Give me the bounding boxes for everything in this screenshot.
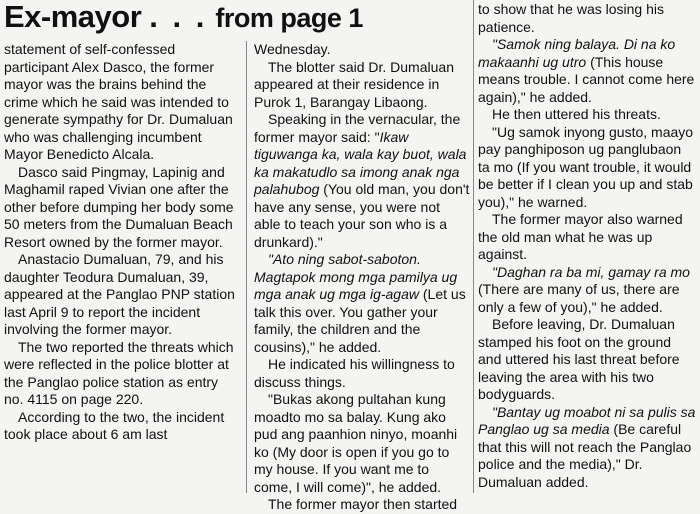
paragraph	[478, 404, 696, 492]
quote-vernacular: Ikaw tiguwanga ka, wala kay buot, wala ka makatudlo sa imong anak nga palahubog	[254, 128, 467, 197]
paragraph: Wednesday.	[254, 41, 331, 57]
quote-vernacular: "Ato ning sabot-saboton. Magtapok mong mga pamilya ug mga anak ug mga ig-agaw	[254, 251, 458, 302]
paragraph: to show that he was losing his patience.	[478, 1, 664, 35]
quote-translation: (You old man, you don't have any sense, you were not able to teach your son who is a drunkard)."	[254, 181, 470, 250]
paragraph: The former mayor also warned the old man what he was up against.	[478, 211, 683, 262]
quote-translation: (There are many of us, there are only a few of you)," he added.	[478, 281, 680, 315]
paragraph: The former mayor then started	[268, 496, 458, 512]
column-rule	[473, 0, 474, 493]
paragraph	[478, 36, 696, 106]
paragraph	[254, 251, 470, 356]
headline-dots: . . .	[149, 0, 208, 34]
paragraph	[254, 111, 470, 251]
paragraph: The two reported the threats which were reflected in the police blotter at the Panglao police station as entry no. 4115 on page 220.	[4, 338, 234, 407]
quote-lead: Speaking in the vernacular, the former mayor said: "	[254, 111, 461, 145]
quote-translation: (This house means trouble. I cannot come here again)," he added.	[478, 53, 695, 105]
headline-main: Ex-mayor	[4, 0, 142, 34]
headline-continued: from page 1	[215, 3, 363, 33]
paragraph	[478, 264, 696, 317]
paragraph: Dasco said Pingmay, Lapinig and Maghamil raped Vivian one after the other before dumping her body some 50 meters from the Dumaluan Beach Resort owned by the former mayor.	[4, 163, 234, 250]
paragraph: "Bukas akong pultahan kung moadto mo sa balay. Kung ako pud ang paanhion ninyo, moanhi ko (My door is open if you go to my house. If you want me to come, I will come)", he added.	[254, 391, 458, 495]
quote-translation: (Be careful that this will not reach the Panglao police and the media)," Dr. Dumaluan added.	[478, 421, 692, 490]
paragraph: statement of self-confessed participant Alex Dasco, the former mayor was the brains behind the crime which he said was intended to generate sympathy for Dr. Dumaluan who was challenging incumbent Mayor Benedicto Alcala.	[4, 41, 233, 162]
paragraph: The blotter said Dr. Dumaluan appeared at their residence in Purok 1, Barangay Libaong.	[254, 58, 454, 110]
headline	[4, 0, 363, 35]
column-rule	[246, 41, 247, 493]
paragraph: Anastacio Dumaluan, 79, and his daughter Teodura Dumaluan, 39, appeared at the Panglao PNP station last April 9 to report the incident involving the former mayor.	[4, 251, 235, 337]
paragraph: According to the two, the incident took place about 6 am last	[4, 408, 225, 442]
quote-vernacular: "Daghan ra ba mi, gamay ra mo	[492, 263, 690, 280]
article-column-1	[4, 41, 240, 444]
paragraph: He indicated his willingness to discuss things.	[254, 356, 455, 390]
quote-vernacular: "Bantay ug moabot ni sa pulis sa Panglao ug sa media	[478, 403, 696, 437]
quote-vernacular: "Samok ning balaya. Di na ko makaanhi ug utro	[478, 36, 676, 70]
article-column-3	[478, 1, 696, 491]
paragraph: Before leaving, Dr. Dumaluan stamped his foot on the ground and uttered his last threat before leaving the area with his two bodyguards.	[478, 316, 680, 402]
quote-translation: (Let us talk this over. You gather your family, the children and the cousins)," he added.	[254, 286, 466, 355]
paragraph: "Ug samok inyong gusto, maayo pay panghiposon ug panglubaon ta mo (If you want trouble, it would be better if I clean you up and stab you)," he warned.	[478, 123, 694, 210]
article-column-2	[254, 41, 470, 514]
paragraph: He then uttered his threats.	[492, 106, 661, 122]
